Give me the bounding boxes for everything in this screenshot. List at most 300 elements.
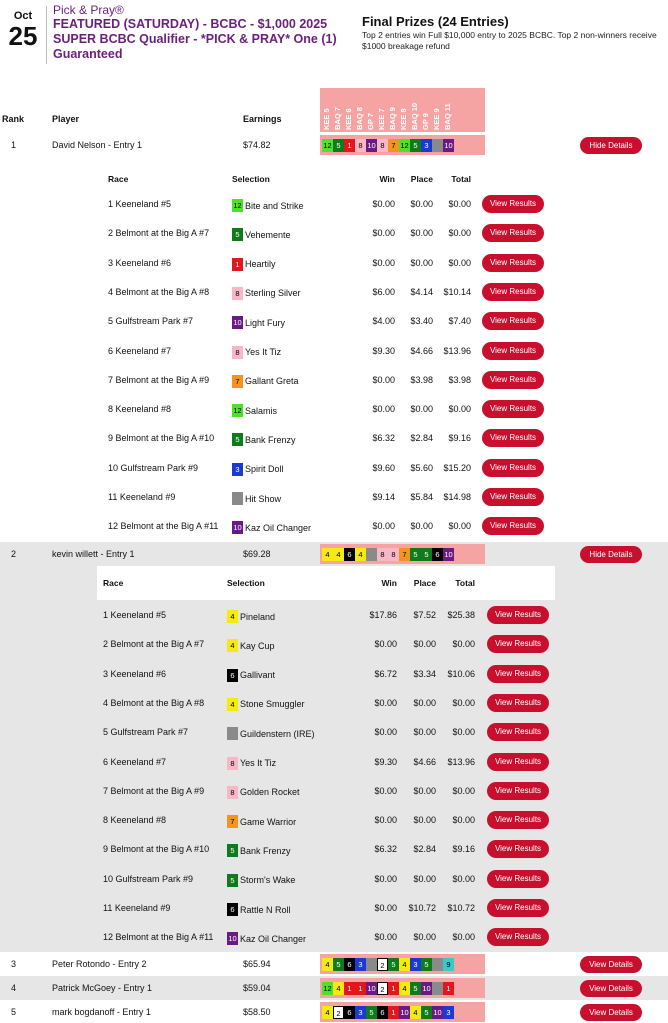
- details-header-total: Total: [451, 174, 471, 184]
- place-amount: $0.00: [410, 521, 433, 532]
- saddle-cloth-number: 5: [333, 958, 344, 971]
- saddle-cloth-number: 1: [388, 1006, 399, 1019]
- race-header-label: BAQ 11: [443, 103, 452, 130]
- view-results-button[interactable]: View Results: [482, 459, 544, 477]
- horse-name: Bite and Strike: [245, 200, 304, 211]
- selection: [227, 698, 305, 711]
- entry-row: [0, 1000, 668, 1023]
- saddle-cloth-number: 10: [400, 1007, 409, 1017]
- total-amount: $0.00: [452, 815, 475, 826]
- picks-strip: [320, 954, 485, 974]
- view-results-button[interactable]: View Results: [482, 312, 544, 330]
- entry-player: Patrick McGoey - Entry 1: [52, 983, 153, 993]
- saddle-cloth-number: 1: [344, 982, 355, 995]
- saddle-cloth-number: 11: [433, 140, 442, 150]
- selection: [232, 258, 276, 271]
- race-header-label: KEE 9: [432, 108, 441, 130]
- saddle-cloth-number: 8: [377, 139, 388, 152]
- horse-name: Light Fury: [245, 317, 286, 328]
- saddle-cloth-number: 9: [443, 958, 454, 971]
- total-amount: $0.00: [448, 228, 471, 239]
- race-name: 12 Belmont at the Big A #11: [108, 521, 219, 532]
- total-amount: $13.96: [447, 756, 475, 767]
- view-results-button[interactable]: View Results: [487, 635, 549, 653]
- details-header-win: Win: [381, 578, 397, 588]
- win-amount: $0.00: [372, 199, 395, 209]
- race-result-row: [0, 923, 668, 952]
- entry-earnings: $59.04: [243, 983, 271, 993]
- race-name: 10 Gulfstream Park #9: [108, 462, 199, 473]
- selection: [227, 669, 275, 682]
- saddle-cloth-number: 4: [333, 982, 344, 995]
- race-result-row: [0, 718, 668, 747]
- entry-earnings: $65.94: [243, 959, 271, 969]
- view-results-button[interactable]: View Results: [487, 723, 549, 741]
- saddle-cloth-number: 4: [227, 639, 238, 652]
- saddle-cloth-number: 6: [344, 548, 355, 561]
- saddle-cloth-number: 10: [444, 549, 453, 559]
- win-amount: $9.60: [372, 462, 395, 473]
- saddle-cloth-number: 3: [232, 463, 243, 476]
- race-result-row: [0, 748, 668, 777]
- saddle-cloth-number: 1: [344, 139, 355, 152]
- view-results-button[interactable]: View Results: [487, 899, 549, 917]
- saddle-cloth-number: 10: [233, 318, 242, 328]
- race-name: 5 Gulfstream Park #7: [103, 727, 189, 738]
- saddle-cloth-number: 12: [400, 140, 409, 150]
- horse-name: Gallivant: [240, 670, 276, 681]
- race-header-6: [386, 88, 397, 132]
- total-amount: $10.14: [443, 286, 471, 297]
- saddle-cloth-number: 11: [433, 983, 442, 993]
- saddle-cloth-number: 5: [333, 139, 344, 152]
- selection: [232, 492, 281, 505]
- win-amount: $0.00: [374, 785, 397, 796]
- place-amount: $3.98: [410, 374, 433, 385]
- place-amount: $2.84: [410, 433, 433, 444]
- race-header-8: [408, 88, 419, 132]
- selection: [227, 639, 275, 652]
- race-result-row: [0, 190, 668, 219]
- win-amount: $0.00: [374, 873, 397, 884]
- horse-name: Guildenstern (IRE): [240, 728, 315, 739]
- saddle-cloth-number: 4: [399, 982, 410, 995]
- view-results-button[interactable]: View Results: [482, 400, 544, 418]
- view-results-button[interactable]: View Results: [482, 283, 544, 301]
- total-amount: $25.38: [447, 610, 475, 620]
- place-amount: $4.66: [410, 345, 433, 356]
- place-amount: $0.00: [410, 404, 433, 415]
- race-result-row: [0, 630, 668, 659]
- total-amount: $0.00: [452, 697, 475, 708]
- race-header-label: KEE 6: [344, 108, 353, 130]
- win-amount: $0.00: [372, 404, 395, 415]
- saddle-cloth-number: 10: [433, 1007, 442, 1017]
- selection: [227, 844, 291, 857]
- total-amount: $0.00: [448, 404, 471, 415]
- saddle-cloth-number: 1: [355, 982, 366, 995]
- horse-name: Pineland: [240, 611, 276, 622]
- race-name: 8 Keeneland #8: [108, 404, 172, 415]
- saddle-cloth-number: 8: [388, 548, 399, 561]
- horse-name: Stone Smuggler: [240, 699, 305, 710]
- selection: [227, 727, 315, 740]
- view-details-button[interactable]: View Details: [580, 956, 642, 973]
- race-name: 4 Belmont at the Big A #8: [103, 697, 205, 708]
- race-header-1: [331, 88, 342, 132]
- saddle-cloth-number: 6: [377, 1006, 388, 1019]
- saddle-cloth-number: 10: [444, 140, 453, 150]
- place-amount: $0.00: [413, 873, 436, 884]
- entry-earnings: $69.28: [243, 549, 271, 559]
- race-header-2: [342, 88, 353, 132]
- saddle-cloth-number: 5: [410, 139, 421, 152]
- picks-strip: [320, 544, 485, 564]
- win-amount: $0.00: [374, 697, 397, 708]
- saddle-cloth-number: 4: [399, 958, 410, 971]
- saddle-cloth-number: 5: [227, 874, 238, 887]
- saddle-cloth-number: 3: [443, 1006, 454, 1019]
- place-amount: $0.00: [413, 639, 436, 650]
- horse-name: Gallant Greta: [245, 376, 299, 387]
- saddle-cloth-number: 8: [227, 786, 238, 799]
- view-results-button[interactable]: View Results: [487, 606, 549, 624]
- saddle-cloth-number: 5: [421, 958, 432, 971]
- entry-rank: 5: [11, 1007, 17, 1017]
- selection: [227, 786, 300, 799]
- race-name: 5 Gulfstream Park #7: [108, 316, 194, 327]
- view-details-button[interactable]: View Details: [580, 980, 642, 997]
- saddle-cloth-number: 2: [377, 958, 388, 971]
- saddle-cloth-number: 4: [322, 548, 333, 561]
- place-amount: $4.66: [413, 756, 436, 767]
- saddle-cloth-number: 5: [232, 433, 243, 446]
- race-result-row: [0, 454, 668, 483]
- race-name: 11 Keeneland #9: [103, 903, 171, 913]
- total-amount: $7.40: [448, 316, 471, 327]
- total-amount: $0.00: [448, 257, 471, 268]
- total-amount: $0.00: [448, 199, 471, 209]
- win-amount: $6.32: [374, 844, 397, 855]
- saddle-cloth-number: 5: [388, 958, 399, 971]
- horse-name: Kaz Oil Changer: [240, 933, 307, 944]
- saddle-cloth-number: 12: [233, 201, 242, 210]
- horse-name: Sterling Silver: [245, 288, 301, 299]
- saddle-cloth-number: 11: [433, 959, 442, 969]
- saddle-cloth-number: 7: [399, 548, 410, 561]
- horse-name: Kay Cup: [240, 640, 275, 651]
- contest-brand: Pick & Pray®: [53, 3, 124, 17]
- saddle-cloth-number: 12: [233, 406, 242, 416]
- race-result-row: [0, 483, 668, 512]
- race-result-row: [0, 835, 668, 864]
- win-amount: $6.32: [372, 433, 395, 444]
- race-header-label: KEE 7: [377, 108, 386, 130]
- saddle-cloth-number: 5: [232, 228, 243, 241]
- horse-name: Bank Frenzy: [245, 434, 296, 445]
- win-amount: $9.14: [372, 492, 395, 502]
- saddle-cloth-number: 4: [355, 548, 366, 561]
- selection: [227, 932, 306, 945]
- race-name: 9 Belmont at the Big A #10: [108, 433, 215, 444]
- entry-earnings: $58.50: [243, 1007, 271, 1017]
- total-amount: $0.00: [448, 521, 471, 532]
- race-name: 10 Gulfstream Park #9: [103, 873, 194, 884]
- place-amount: $4.14: [410, 286, 433, 297]
- place-amount: $10.72: [408, 903, 436, 913]
- race-header-11: [441, 88, 452, 132]
- win-amount: $0.00: [372, 521, 395, 532]
- saddle-cloth-number: 2: [333, 1006, 344, 1019]
- total-amount: $3.98: [448, 374, 471, 385]
- saddle-cloth-number: 6: [227, 903, 238, 916]
- win-amount: $0.00: [374, 639, 397, 650]
- win-amount: $0.00: [372, 257, 395, 268]
- place-amount: $0.00: [413, 727, 436, 738]
- total-amount: $15.20: [443, 462, 471, 473]
- saddle-cloth-number: 7: [227, 815, 238, 828]
- race-result-row: [0, 366, 668, 395]
- total-amount: $13.96: [443, 345, 471, 356]
- selection: [227, 815, 296, 828]
- picks-strip: [320, 1002, 485, 1022]
- horse-name: Storm's Wake: [240, 875, 296, 886]
- race-header-label: KEE 5: [322, 108, 331, 130]
- horse-name: Yes It Tiz: [240, 758, 277, 768]
- entry-rank: 4: [11, 983, 17, 993]
- saddle-cloth-number: 11: [367, 549, 376, 559]
- view-results-button[interactable]: View Results: [487, 928, 549, 946]
- race-header-label: BAQ 10: [410, 102, 419, 130]
- win-amount: $0.00: [372, 374, 395, 385]
- race-name: 3 Keeneland #6: [103, 668, 167, 679]
- race-name: 2 Belmont at the Big A #7: [108, 228, 210, 239]
- race-result-row: [0, 307, 668, 336]
- saddle-cloth-number: 5: [366, 1006, 377, 1019]
- selection: [232, 463, 284, 476]
- horse-name: Bank Frenzy: [240, 845, 291, 856]
- details-header-selection: Selection: [232, 174, 270, 184]
- race-result-row: [0, 865, 668, 894]
- race-header-0: [320, 88, 331, 132]
- saddle-cloth-number: 6: [227, 669, 238, 682]
- selection: [227, 903, 291, 916]
- race-name: 7 Belmont at the Big A #9: [103, 785, 205, 796]
- view-results-button[interactable]: View Results: [482, 429, 544, 447]
- race-result-row: [0, 689, 668, 718]
- saddle-cloth-number: 3: [421, 139, 432, 152]
- place-amount: $0.00: [413, 932, 436, 943]
- race-header-10: [430, 88, 441, 132]
- view-results-button[interactable]: View Results: [482, 195, 544, 213]
- entry-player: mark bogdanoff - Entry 1: [52, 1007, 151, 1017]
- entry-row: [0, 952, 668, 976]
- saddle-cloth-number: 10: [367, 983, 376, 993]
- entry-player: Peter Rotondo - Entry 2: [52, 959, 147, 969]
- contest-header: [0, 0, 668, 72]
- selection: [227, 874, 295, 887]
- saddle-cloth-number: 5: [421, 548, 432, 561]
- race-result-row: [0, 777, 668, 806]
- view-details-button[interactable]: View Details: [580, 1004, 642, 1021]
- view-results-button[interactable]: View Results: [482, 488, 544, 506]
- place-amount: $0.00: [413, 815, 436, 826]
- place-amount: $0.00: [413, 785, 436, 796]
- race-header-9: [419, 88, 430, 132]
- entry-details: [0, 157, 668, 546]
- view-results-button[interactable]: View Results: [487, 665, 549, 683]
- view-results-button[interactable]: View Results: [482, 254, 544, 272]
- horse-name: Heartily: [245, 259, 276, 270]
- details-header-selection: Selection: [227, 578, 265, 588]
- race-name: 12 Belmont at the Big A #11: [103, 932, 214, 943]
- view-results-button[interactable]: View Results: [487, 870, 549, 888]
- place-amount: $5.60: [410, 462, 433, 473]
- total-amount: $0.00: [452, 932, 475, 943]
- place-amount: $7.52: [413, 610, 436, 620]
- column-header-player: Player: [52, 114, 80, 124]
- entry-player: David Nelson - Entry 1: [52, 140, 143, 150]
- race-name: 7 Belmont at the Big A #9: [108, 374, 210, 385]
- win-amount: $0.00: [374, 815, 397, 826]
- race-name: 8 Keeneland #8: [103, 815, 167, 826]
- place-amount: $3.34: [413, 668, 436, 679]
- horse-name: Kaz Oil Changer: [245, 522, 312, 533]
- race-name: 9 Belmont at the Big A #10: [103, 844, 210, 855]
- view-results-button[interactable]: View Results: [487, 694, 549, 712]
- race-header-label: KEE 8: [399, 108, 408, 130]
- entry-rank: 2: [11, 549, 17, 559]
- race-name: 3 Keeneland #6: [108, 257, 172, 268]
- hide-details-button[interactable]: Hide Details: [580, 546, 642, 563]
- saddle-cloth-number: 12: [323, 983, 332, 993]
- saddle-cloth-number: 8: [232, 346, 243, 359]
- saddle-cloth-number: 5: [410, 548, 421, 561]
- selection: [232, 346, 281, 359]
- details-header-win: Win: [379, 174, 395, 184]
- race-header-label: BAQ 7: [333, 107, 342, 130]
- saddle-cloth-number: 7: [232, 375, 243, 388]
- saddle-cloth-number: 10: [367, 140, 376, 150]
- selection: [232, 375, 299, 388]
- saddle-cloth-number: 8: [355, 139, 366, 152]
- date-badge: [0, 6, 46, 50]
- selection: [227, 610, 275, 623]
- entry-row: [0, 976, 668, 1000]
- details-header-place: Place: [410, 174, 433, 184]
- view-results-button[interactable]: View Results: [487, 811, 549, 829]
- win-amount: $17.86: [369, 610, 397, 620]
- view-results-button[interactable]: View Results: [482, 371, 544, 389]
- details-header-place: Place: [413, 578, 436, 588]
- race-name: 6 Keeneland #7: [108, 345, 172, 356]
- saddle-cloth-number: 3: [410, 958, 421, 971]
- race-name: 4 Belmont at the Big A #8: [108, 286, 210, 297]
- picks-strip: [320, 135, 485, 155]
- race-header-3: [353, 88, 364, 132]
- horse-name: Rattle N Roll: [240, 904, 291, 915]
- contest-title-block: [53, 3, 343, 62]
- saddle-cloth-number: 8: [232, 287, 243, 300]
- race-name: 6 Keeneland #7: [103, 756, 167, 767]
- win-amount: $9.30: [374, 756, 397, 767]
- view-results-button[interactable]: View Results: [487, 840, 549, 858]
- horse-name: Hit Show: [245, 493, 282, 504]
- saddle-cloth-number: 4: [227, 698, 238, 711]
- saddle-cloth-number: 10: [228, 934, 237, 944]
- saddle-cloth-number: 4: [322, 1006, 333, 1019]
- saddle-cloth-number: 1: [443, 982, 454, 995]
- view-results-button[interactable]: View Results: [487, 753, 549, 771]
- saddle-cloth-number: 6: [432, 548, 443, 561]
- race-result-row: [0, 337, 668, 366]
- horse-name: Vehemente: [245, 229, 291, 240]
- selection: [232, 228, 291, 241]
- contest-name: FEATURED (SATURDAY) - BCBC - $1,000 2025 SUPER BCBC Qualifier - *PICK & PRAY* One (1) Guaranteed: [53, 17, 337, 61]
- hide-details-button[interactable]: Hide Details: [580, 137, 642, 154]
- race-header-label: GP 7: [366, 113, 375, 130]
- selection: [232, 287, 301, 300]
- entry-player: kevin willett - Entry 1: [52, 549, 135, 559]
- picks-strip: [320, 978, 485, 998]
- race-name: 1 Keeneland #5: [103, 610, 167, 620]
- saddle-cloth-number: 5: [410, 982, 421, 995]
- saddle-cloth-number: 3: [355, 958, 366, 971]
- race-header-7: [397, 88, 408, 132]
- view-results-button[interactable]: View Results: [487, 782, 549, 800]
- prizes-description: Top 2 entries win Full $10,000 entry to 2025 BCBC. Top 2 non-winners receive $1000 breakage refund: [362, 30, 657, 51]
- saddle-cloth-number: 2: [377, 982, 388, 995]
- total-amount: $14.98: [443, 492, 471, 502]
- details-header-race: Race: [108, 174, 129, 184]
- total-amount: $10.72: [447, 903, 475, 913]
- race-result-row: [0, 894, 668, 923]
- saddle-cloth-number: 11: [367, 959, 376, 969]
- view-results-button[interactable]: View Results: [482, 224, 544, 242]
- total-amount: $10.06: [447, 668, 475, 679]
- race-result-row: [0, 395, 668, 424]
- view-results-button[interactable]: View Results: [482, 517, 544, 535]
- total-amount: $0.00: [452, 873, 475, 884]
- race-result-row: [0, 278, 668, 307]
- saddle-cloth-number: 5: [421, 1006, 432, 1019]
- race-header-label: BAQ 8: [355, 107, 364, 130]
- saddle-cloth-number: 6: [344, 958, 355, 971]
- horse-name: Spirit Doll: [245, 464, 284, 475]
- horse-name: Salamis: [245, 405, 278, 416]
- race-result-row: [0, 219, 668, 248]
- win-amount: $9.30: [372, 345, 395, 356]
- race-header-4: [364, 88, 375, 132]
- view-results-button[interactable]: View Results: [482, 342, 544, 360]
- selection: [232, 316, 285, 329]
- total-amount: $9.16: [448, 433, 471, 444]
- entry-earnings: $74.82: [243, 140, 271, 150]
- header-divider: [46, 6, 47, 64]
- saddle-cloth-number: 4: [410, 1006, 421, 1019]
- race-result-row: [0, 512, 668, 541]
- place-amount: $5.84: [410, 492, 433, 502]
- race-result-row: [0, 424, 668, 453]
- selection: [232, 199, 304, 212]
- saddle-cloth-number: 1: [388, 982, 399, 995]
- race-name: 2 Belmont at the Big A #7: [103, 639, 205, 650]
- win-amount: $6.00: [372, 286, 395, 297]
- saddle-cloth-number: 10: [422, 983, 431, 993]
- horse-name: Golden Rocket: [240, 787, 300, 798]
- details-header-panel: [97, 566, 555, 600]
- saddle-cloth-number: 11: [233, 494, 242, 503]
